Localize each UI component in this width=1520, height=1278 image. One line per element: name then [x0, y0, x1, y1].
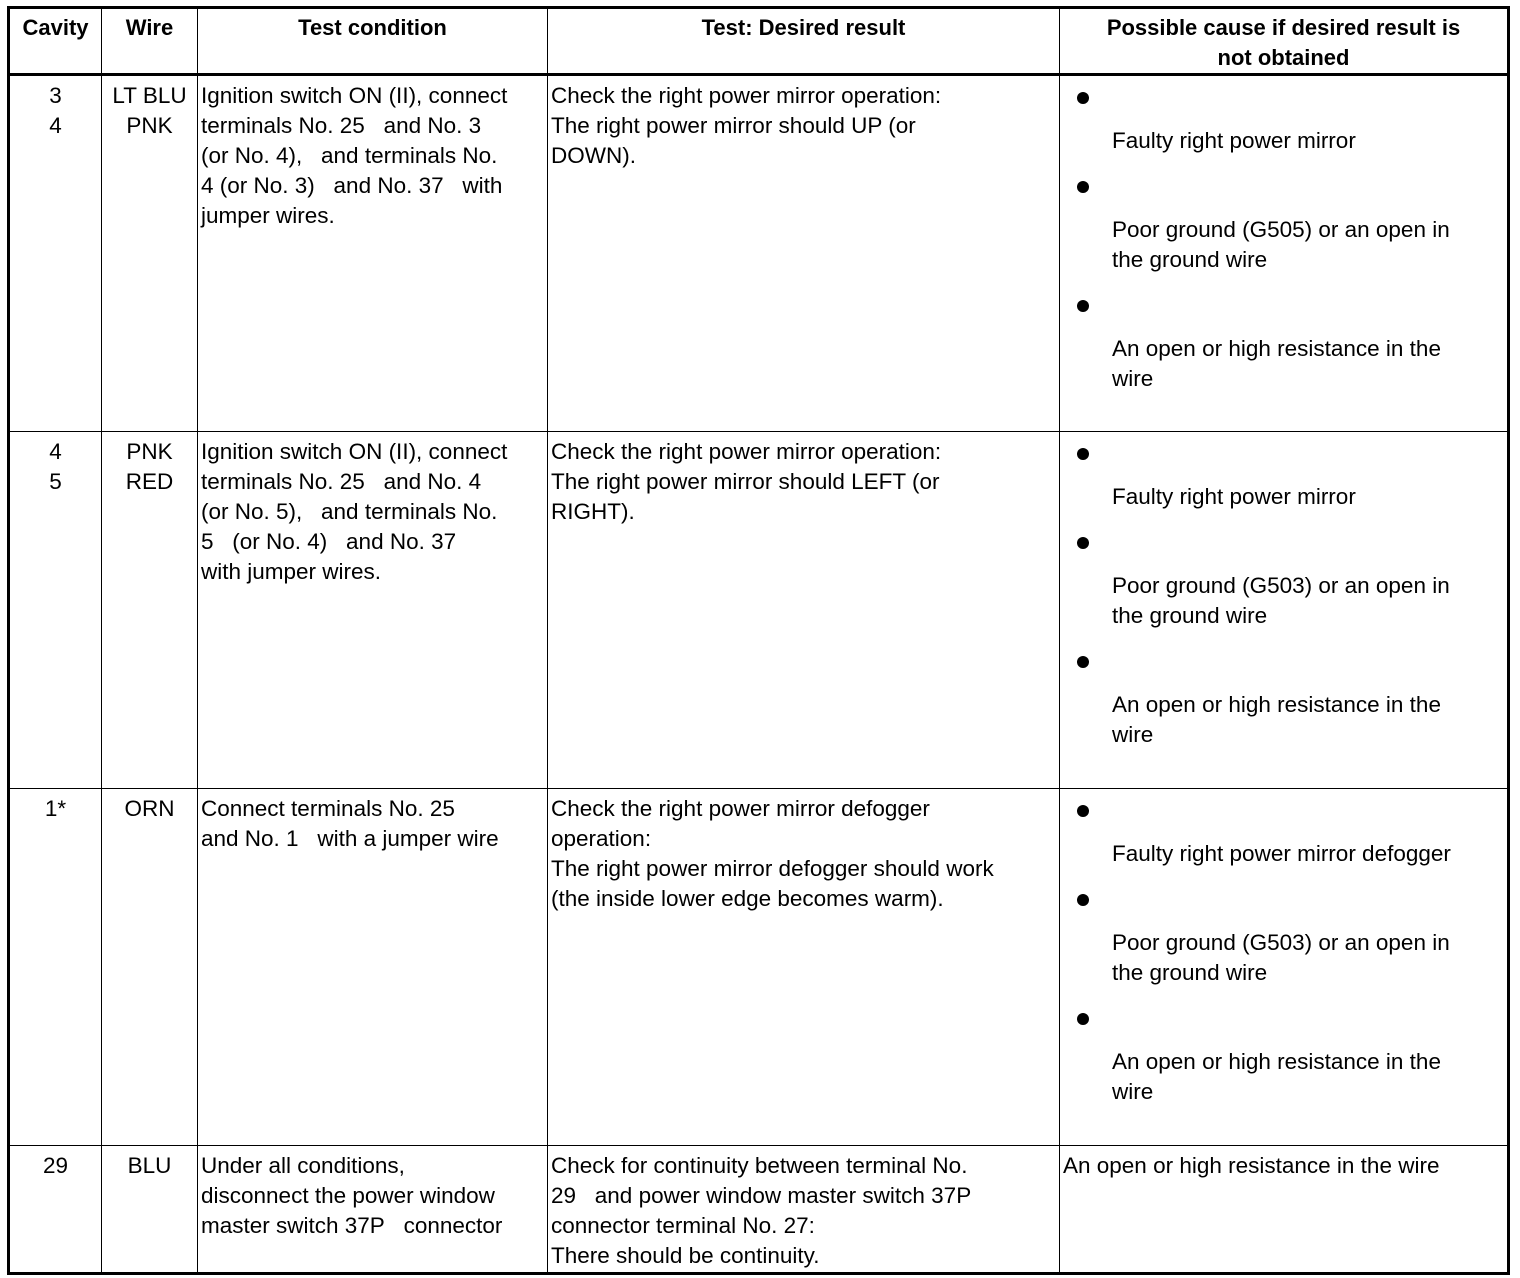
bullet-icon: [1077, 656, 1089, 668]
text-line: (or No. 4), and terminals No.: [201, 143, 498, 168]
bullet-icon: [1077, 448, 1089, 460]
text-line: Check for continuity between terminal No.: [551, 1153, 968, 1178]
cause-text: Faulty right power mirror defogger: [1112, 841, 1451, 866]
possible-cause-cell: [1060, 75, 1509, 432]
cavity-value: 29: [42, 1153, 69, 1178]
table-header: [9, 8, 1509, 75]
cause-text: An open or high resistance in the: [1112, 336, 1441, 361]
cavity-value: 4: [49, 113, 62, 138]
desired-result-cell: [548, 432, 1060, 789]
wire-cell: [102, 432, 198, 789]
text-line: There should be continuity.: [551, 1243, 820, 1268]
text-line: The right power mirror defogger should work: [551, 856, 994, 881]
bullet-icon: [1077, 181, 1089, 193]
wire-value: PNK: [126, 113, 173, 138]
text-line: 5 (or No. 4) and No. 37: [201, 529, 457, 554]
text-line: Connect terminals No. 25: [201, 796, 455, 821]
test-condition-cell: [198, 432, 548, 789]
possible-cause-cell: [1060, 789, 1509, 1146]
text-line: operation:: [551, 826, 652, 851]
wire-value: LT BLU: [112, 83, 187, 108]
text-line: disconnect the power window: [201, 1183, 495, 1208]
header-possible-cause-line: Possible cause if desired result is: [1106, 15, 1461, 40]
cause-text: wire: [1112, 366, 1154, 391]
test-condition-cell: [198, 1146, 548, 1274]
possible-cause-cell: [1060, 1146, 1509, 1274]
cause-text: Poor ground (G503) or an open in: [1112, 930, 1450, 955]
text-line: Ignition switch ON (II), connect: [201, 439, 508, 464]
cause-text: the ground wire: [1112, 247, 1268, 272]
text-line: The right power mirror should LEFT (or: [551, 469, 940, 494]
header-cavity: Cavity: [9, 8, 102, 75]
header-possible-cause: [1060, 8, 1509, 75]
cavity-cell: [9, 432, 102, 789]
text-line: connector terminal No. 27:: [551, 1213, 815, 1238]
table-row: [9, 432, 1509, 789]
cavity-cell: [9, 75, 102, 432]
cause-item: [1063, 437, 1504, 526]
cause-item: [1063, 526, 1504, 645]
cavity-value: 3: [49, 83, 62, 108]
cavity-cell: [9, 789, 102, 1146]
text-line: DOWN).: [551, 143, 636, 168]
wire-value: PNK: [126, 439, 173, 464]
cause-text: wire: [1112, 1079, 1154, 1104]
text-line: Check the right power mirror operation:: [551, 439, 942, 464]
cavity-value: 4: [49, 439, 62, 464]
cause-item: [1063, 794, 1504, 883]
text-line: Check the right power mirror defogger: [551, 796, 930, 821]
table-row: [9, 789, 1509, 1146]
cause-text: An open or high resistance in the wire: [1063, 1153, 1440, 1178]
header-row: [9, 8, 1509, 75]
cause-item: [1063, 289, 1504, 394]
cause-item: [1063, 170, 1504, 289]
text-line: Under all conditions,: [201, 1153, 405, 1178]
inspection-table: [7, 6, 1510, 1275]
cause-text: wire: [1112, 722, 1154, 747]
cause-item: [1063, 81, 1504, 170]
cavity-value: 5: [49, 469, 62, 494]
text-line: Ignition switch ON (II), connect: [201, 83, 508, 108]
desired-result-cell: [548, 75, 1060, 432]
bullet-icon: [1077, 805, 1089, 817]
wire-cell: [102, 789, 198, 1146]
desired-result-cell: [548, 789, 1060, 1146]
text-line: The right power mirror should UP (or: [551, 113, 916, 138]
text-line: with jumper wires.: [201, 559, 382, 584]
header-test-condition: Test condition: [198, 8, 548, 75]
wire-value: ORN: [124, 796, 175, 821]
text-line: jumper wires.: [201, 203, 335, 228]
text-line: (the inside lower edge becomes warm).: [551, 886, 944, 911]
wire-cell: [102, 1146, 198, 1274]
header-wire: Wire: [102, 8, 198, 75]
cause-text: Poor ground (G505) or an open in: [1112, 217, 1450, 242]
wire-value: BLU: [127, 1153, 172, 1178]
wire-value: RED: [125, 469, 174, 494]
cause-item: [1063, 883, 1504, 1002]
cause-text: Faulty right power mirror: [1112, 128, 1356, 153]
header-possible-cause-line: not obtained: [1217, 45, 1350, 70]
possible-cause-cell: [1060, 432, 1509, 789]
bullet-icon: [1077, 92, 1089, 104]
text-line: (or No. 5), and terminals No.: [201, 499, 498, 524]
wire-cell: [102, 75, 198, 432]
table-row: [9, 75, 1509, 432]
text-line: terminals No. 25 and No. 3: [201, 113, 482, 138]
cause-text: An open or high resistance in the: [1112, 1049, 1441, 1074]
cavity-cell: [9, 1146, 102, 1274]
test-condition-cell: [198, 789, 548, 1146]
text-line: 29 and power window master switch 37P: [551, 1183, 972, 1208]
bullet-icon: [1077, 894, 1089, 906]
text-line: and No. 1 with a jumper wire: [201, 826, 499, 851]
text-line: RIGHT).: [551, 499, 635, 524]
test-condition-cell: [198, 75, 548, 432]
desired-result-cell: [548, 1146, 1060, 1274]
cause-item: [1063, 1002, 1504, 1107]
text-line: terminals No. 25 and No. 4: [201, 469, 482, 494]
bullet-icon: [1077, 300, 1089, 312]
bullet-icon: [1077, 537, 1089, 549]
cause-text: Poor ground (G503) or an open in: [1112, 573, 1450, 598]
header-desired-result: Test: Desired result: [548, 8, 1060, 75]
bullet-icon: [1077, 1013, 1089, 1025]
cause-text: Faulty right power mirror: [1112, 484, 1356, 509]
text-line: Check the right power mirror operation:: [551, 83, 942, 108]
table-row: [9, 1146, 1509, 1274]
cause-item: [1063, 645, 1504, 750]
cavity-value: 1*: [44, 796, 67, 821]
cause-text: An open or high resistance in the: [1112, 692, 1441, 717]
text-line: 4 (or No. 3) and No. 37 with: [201, 173, 503, 198]
text-line: master switch 37P connector: [201, 1213, 503, 1238]
cause-text: the ground wire: [1112, 960, 1268, 985]
cause-text: the ground wire: [1112, 603, 1268, 628]
